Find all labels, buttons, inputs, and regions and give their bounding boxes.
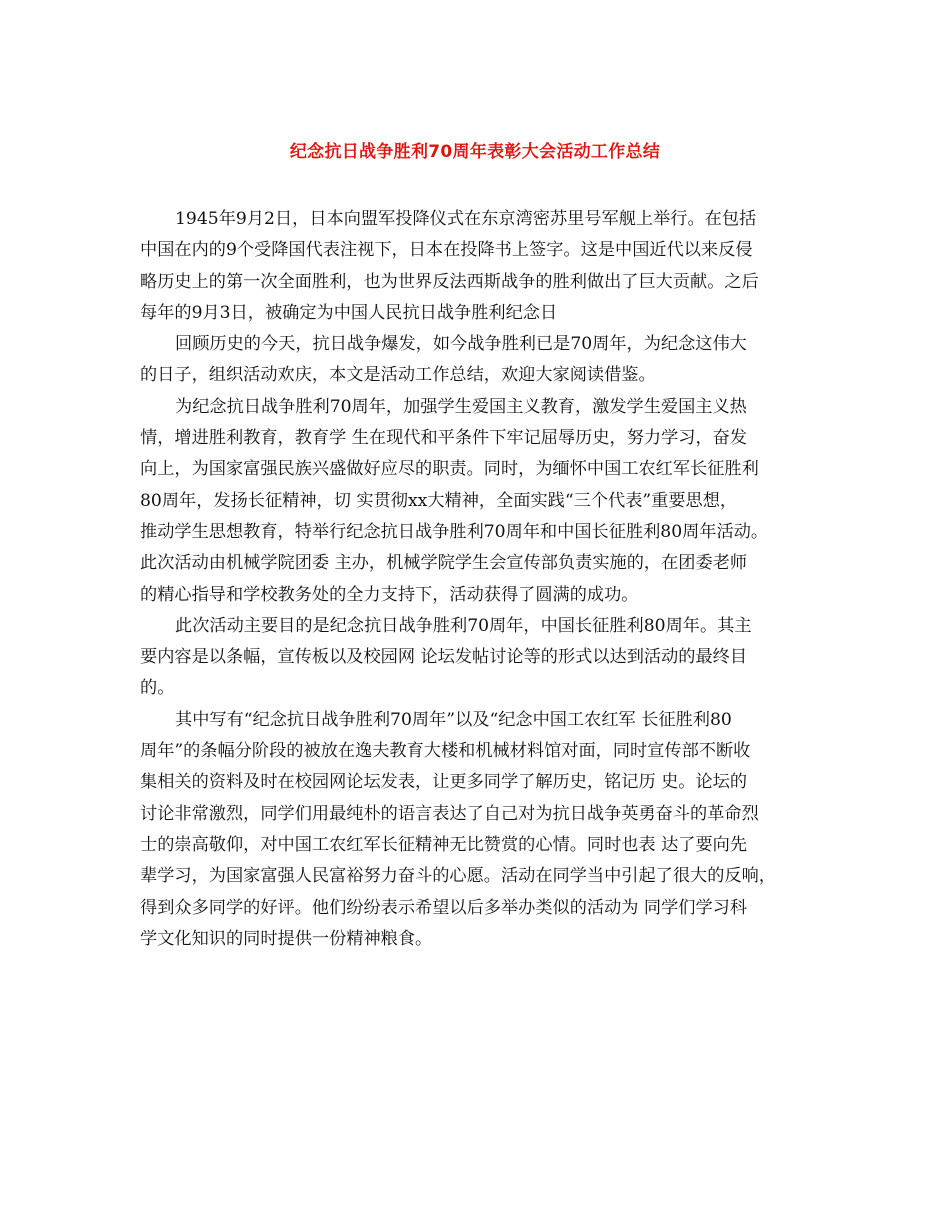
text-line: 每年的9月3日，被确定为中国人民抗日战争胜利纪念日 <box>140 302 558 323</box>
text-line: 讨论非常激烈，同学们用最纯朴的语言表达了自己对为抗日战争英勇奋斗的革命烈 <box>140 803 759 824</box>
paragraph-3 <box>140 392 818 611</box>
text-line: 回顾历史的今天，抗日战争爆发，如今战争胜利已是70周年，为纪念这伟大 <box>175 334 747 355</box>
paragraph-5 <box>140 705 818 955</box>
text-line: 向上，为国家富强民族兴盛做好应尽的职责。同时，为缅怀中国工农红军长征胜利 <box>140 459 759 480</box>
text-line: 得到众多同学的好评。他们纷纷表示希望以后多举办类似的活动为 同学们学习科 <box>140 897 748 918</box>
text-line: 辈学习，为国家富强人民富裕努力奋斗的心愿。活动在同学当中引起了很大的反响， <box>140 866 776 887</box>
text-line: 周年”的条幅分阶段的被放在逸夫教育大楼和机械材料馆对面，同时宣传部不断收 <box>140 741 751 762</box>
text-line: 士的崇高敬仰，对中国工农红军长征精神无比赞赏的心情。同时也表 达了要向先 <box>140 834 748 855</box>
text-line: 情，增进胜利教育，教育学 生在现代和平条件下牢记屈辱历史，努力学习，奋发 <box>140 428 748 449</box>
text-line: 此次活动由机械学院团委 主办，机械学院学生会宣传部负责实施的，在团委老师 <box>140 553 748 574</box>
text-line: 其中写有“纪念抗日战争胜利70周年”以及“纪念中国工农红军 长征胜利80 <box>175 709 732 730</box>
document-title: 纪念抗日战争胜利70周年表彰大会活动工作总结 <box>289 142 661 162</box>
text-line: 要内容是以条幅，宣传板以及校园网 论坛发帖讨论等的形式以达到活动的最终目 <box>140 647 748 668</box>
text-line: 学文化知识的同时提供一份精神粮食。 <box>140 928 433 949</box>
paragraph-1 <box>140 204 818 329</box>
text-line: 中国在内的9个受降国代表注视下，日本在投降书上签字。这是中国近代以来反侵 <box>140 240 753 261</box>
text-line: 为纪念抗日战争胜利70周年，加强学生爱国主义教育，激发学生爱国主义热 <box>175 396 747 417</box>
text-line: 80周年，发扬长征精神，切 实贯彻xx大精神，全面实践“三个代表”重要思想， <box>140 490 738 511</box>
paragraph-2 <box>140 329 818 392</box>
text-line: 推动学生思想教育，特举行纪念抗日战争胜利70周年和中国长征胜利80周年活动。 <box>140 521 769 542</box>
text-line: 的精心指导和学校教务处的全力支持下，活动获得了圆满的成功。 <box>140 584 639 605</box>
paragraph-4 <box>140 611 818 705</box>
text-line: 略历史上的第一次全面胜利，也为世界反法西斯战争的胜利做出了巨大贡献。之后 <box>140 271 759 292</box>
text-line: 此次活动主要目的是纪念抗日战争胜利70周年，中国长征胜利80周年。其主 <box>175 615 752 636</box>
text-line: 1945年9月2日，日本向盟军投降仪式在东京湾密苏里号军舰上举行。在包括 <box>175 209 757 229</box>
text-line: 集相关的资料及时在校园网论坛发表，让更多同学了解历史，铭记历 史。论坛的 <box>140 772 748 793</box>
document-body <box>140 204 818 955</box>
text-line: 的日子，组织活动欢庆，本文是活动工作总结，欢迎大家阅读借鉴。 <box>140 365 656 386</box>
text-line: 的。 <box>140 678 175 699</box>
